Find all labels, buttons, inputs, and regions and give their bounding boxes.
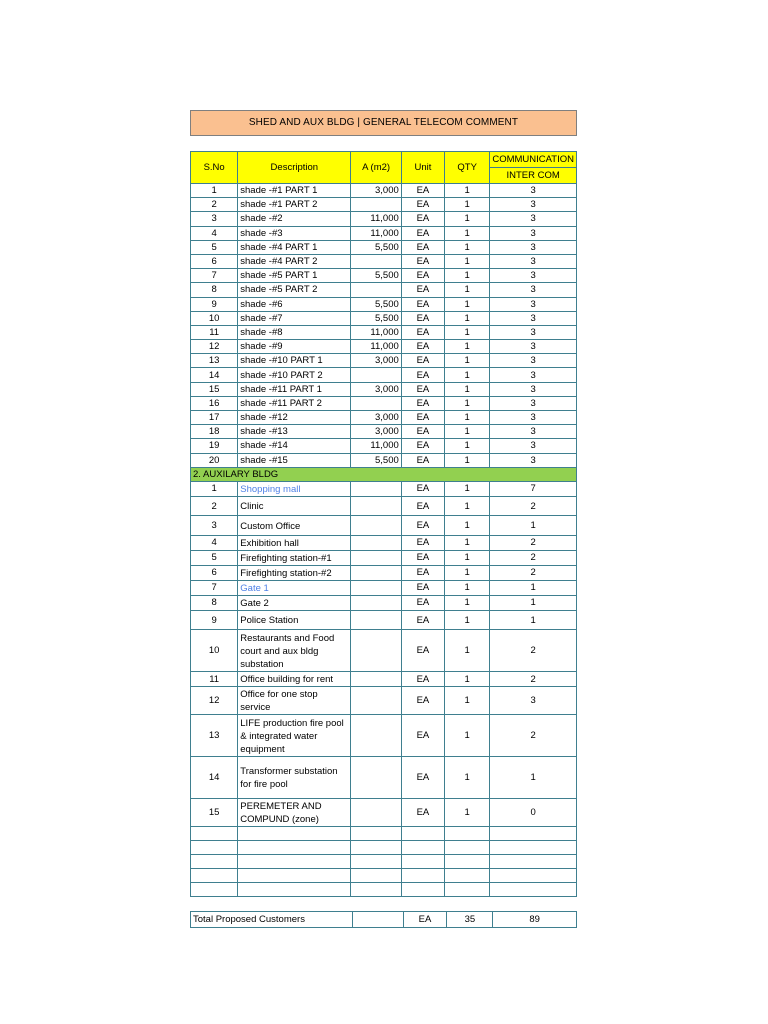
cell-unit[interactable]: EA	[401, 184, 444, 198]
cell-description[interactable]: Exhibition hall	[238, 535, 351, 550]
cell-intercom[interactable]: 3	[490, 368, 577, 382]
telecom-table	[190, 151, 577, 897]
cell-unit[interactable]: EA	[401, 212, 444, 226]
empty-cell[interactable]	[490, 869, 577, 883]
table-row	[191, 240, 577, 254]
cell-intercom[interactable]: 3	[490, 198, 577, 212]
cell-qty[interactable]: 1	[445, 565, 490, 580]
cell-description[interactable]: Clinic	[238, 496, 351, 516]
cell-area[interactable]	[351, 595, 401, 610]
cell-unit[interactable]: EA	[401, 311, 444, 325]
table-row	[191, 715, 577, 757]
cell-qty[interactable]: 1	[445, 297, 490, 311]
table-row	[191, 757, 577, 799]
cell-unit[interactable]: EA	[401, 325, 444, 339]
cell-sno[interactable]: 9	[191, 610, 238, 630]
total-row-wrap	[190, 911, 577, 928]
cell-intercom[interactable]: 2	[490, 550, 577, 565]
cell-description[interactable]: Restaurants and Food court and aux bldg substation	[238, 630, 351, 672]
empty-cell[interactable]	[490, 883, 577, 897]
cell-sno[interactable]: 2	[191, 496, 238, 516]
cell-description[interactable]: Transformer substation for fire pool	[238, 757, 351, 799]
empty-cell[interactable]	[401, 869, 444, 883]
cell-unit[interactable]: EA	[401, 481, 444, 496]
cell-area[interactable]: 5,500	[351, 297, 401, 311]
empty-cell[interactable]	[191, 869, 238, 883]
empty-cell[interactable]	[401, 827, 444, 841]
cell-description[interactable]: shade -#11 PART 2	[238, 396, 351, 410]
cell-qty[interactable]: 1	[445, 325, 490, 339]
table-row	[191, 516, 577, 536]
cell-sno[interactable]: 12	[191, 340, 238, 354]
table-row	[191, 672, 577, 687]
cell-description[interactable]: Police Station	[238, 610, 351, 630]
cell-description[interactable]: shade -#5 PART 1	[238, 269, 351, 283]
cell-qty[interactable]: 1	[445, 254, 490, 268]
cell-description[interactable]: shade -#3	[238, 226, 351, 240]
cell-sno[interactable]: 1	[191, 481, 238, 496]
cell-intercom[interactable]: 1	[490, 757, 577, 799]
cell-area[interactable]	[351, 516, 401, 536]
cell-intercom[interactable]: 3	[490, 297, 577, 311]
cell-area[interactable]	[351, 630, 401, 672]
cell-intercom[interactable]: 2	[490, 715, 577, 757]
cell-qty[interactable]: 1	[445, 715, 490, 757]
table-row	[191, 382, 577, 396]
cell-unit[interactable]: EA	[401, 354, 444, 368]
table-row	[191, 198, 577, 212]
cell-unit[interactable]: EA	[401, 799, 444, 827]
cell-sno[interactable]: 13	[191, 715, 238, 757]
total-qty[interactable]: 35	[447, 912, 493, 928]
cell-unit[interactable]: EA	[401, 550, 444, 565]
cell-qty[interactable]: 1	[445, 535, 490, 550]
cell-intercom[interactable]: 3	[490, 283, 577, 297]
cell-area[interactable]: 3,000	[351, 425, 401, 439]
cell-qty[interactable]: 1	[445, 212, 490, 226]
cell-area[interactable]	[351, 799, 401, 827]
cell-sno[interactable]: 2	[191, 198, 238, 212]
cell-unit[interactable]: EA	[401, 283, 444, 297]
cell-unit[interactable]: EA	[401, 687, 444, 715]
cell-area[interactable]	[351, 283, 401, 297]
table-row	[191, 184, 577, 198]
cell-area[interactable]: 3,000	[351, 382, 401, 396]
cell-area[interactable]	[351, 368, 401, 382]
table-row	[191, 254, 577, 268]
header-qty[interactable]: QTY	[445, 152, 490, 184]
cell-unit[interactable]: EA	[401, 240, 444, 254]
empty-cell[interactable]	[445, 841, 490, 855]
cell-sno[interactable]: 20	[191, 453, 238, 467]
table-row	[191, 687, 577, 715]
cell-description[interactable]: shade -#5 PART 2	[238, 283, 351, 297]
table-row	[191, 311, 577, 325]
cell-description[interactable]: shade -#15	[238, 453, 351, 467]
empty-cell[interactable]	[445, 883, 490, 897]
table-row	[191, 325, 577, 339]
cell-description[interactable]: Gate 1	[238, 580, 351, 595]
empty-cell[interactable]	[445, 827, 490, 841]
cell-qty[interactable]: 1	[445, 368, 490, 382]
cell-unit[interactable]: EA	[401, 269, 444, 283]
empty-cell[interactable]	[238, 827, 351, 841]
cell-sno[interactable]: 10	[191, 630, 238, 672]
cell-sno[interactable]: 10	[191, 311, 238, 325]
cell-area[interactable]	[351, 757, 401, 799]
cell-description[interactable]: shade -#4 PART 1	[238, 240, 351, 254]
cell-qty[interactable]: 1	[445, 311, 490, 325]
empty-row	[191, 869, 577, 883]
cell-unit[interactable]: EA	[401, 715, 444, 757]
table-row	[191, 425, 577, 439]
cell-area[interactable]	[351, 198, 401, 212]
header-unit[interactable]: Unit	[401, 152, 444, 184]
cell-sno[interactable]: 5	[191, 550, 238, 565]
empty-cell[interactable]	[351, 855, 401, 869]
cell-sno[interactable]: 8	[191, 595, 238, 610]
cell-description[interactable]: shade -#9	[238, 340, 351, 354]
cell-intercom[interactable]: 1	[490, 595, 577, 610]
cell-description[interactable]: Gate 2	[238, 595, 351, 610]
cell-description[interactable]: shade -#14	[238, 439, 351, 453]
cell-qty[interactable]: 1	[445, 481, 490, 496]
cell-area[interactable]: 11,000	[351, 340, 401, 354]
cell-unit[interactable]: EA	[401, 757, 444, 799]
empty-row	[191, 841, 577, 855]
empty-row	[191, 883, 577, 897]
table-row	[191, 453, 577, 467]
cell-sno[interactable]: 14	[191, 757, 238, 799]
cell-area[interactable]	[351, 580, 401, 595]
cell-unit[interactable]: EA	[401, 411, 444, 425]
cell-area[interactable]: 11,000	[351, 226, 401, 240]
cell-area[interactable]	[351, 481, 401, 496]
empty-cell[interactable]	[445, 855, 490, 869]
cell-description[interactable]: PEREMETER AND COMPUND (zone)	[238, 799, 351, 827]
cell-description[interactable]: shade -#1 PART 1	[238, 184, 351, 198]
cell-sno[interactable]: 5	[191, 240, 238, 254]
cell-sno[interactable]: 14	[191, 368, 238, 382]
cell-area[interactable]	[351, 254, 401, 268]
empty-cell[interactable]	[490, 841, 577, 855]
empty-cell[interactable]	[238, 883, 351, 897]
cell-area[interactable]	[351, 565, 401, 580]
cell-intercom[interactable]: 3	[490, 687, 577, 715]
cell-intercom[interactable]: 3	[490, 411, 577, 425]
cell-sno[interactable]: 11	[191, 325, 238, 339]
cell-description[interactable]: shade -#12	[238, 411, 351, 425]
cell-intercom[interactable]: 1	[490, 580, 577, 595]
cell-unit[interactable]: EA	[401, 226, 444, 240]
header-description[interactable]: Description	[238, 152, 351, 184]
cell-description[interactable]: shade -#7	[238, 311, 351, 325]
cell-unit[interactable]: EA	[401, 340, 444, 354]
cell-intercom[interactable]: 1	[490, 610, 577, 630]
cell-description[interactable]: shade -#10 PART 1	[238, 354, 351, 368]
cell-intercom[interactable]: 2	[490, 630, 577, 672]
cell-sno[interactable]: 15	[191, 382, 238, 396]
cell-intercom[interactable]: 2	[490, 535, 577, 550]
cell-sno[interactable]: 12	[191, 687, 238, 715]
cell-description[interactable]: shade -#11 PART 1	[238, 382, 351, 396]
table-row	[191, 226, 577, 240]
cell-intercom[interactable]: 3	[490, 354, 577, 368]
table-row	[191, 481, 577, 496]
cell-qty[interactable]: 1	[445, 226, 490, 240]
cell-unit[interactable]: EA	[401, 672, 444, 687]
cell-sno[interactable]: 11	[191, 672, 238, 687]
table-row	[191, 340, 577, 354]
cell-qty[interactable]: 1	[445, 354, 490, 368]
cell-description[interactable]: Office building for rent	[238, 672, 351, 687]
cell-unit[interactable]: EA	[401, 516, 444, 536]
table-row	[191, 411, 577, 425]
empty-cell[interactable]	[351, 827, 401, 841]
empty-cell[interactable]	[401, 841, 444, 855]
cell-area[interactable]: 11,000	[351, 439, 401, 453]
cell-sno[interactable]: 16	[191, 396, 238, 410]
cell-qty[interactable]: 1	[445, 198, 490, 212]
empty-row	[191, 855, 577, 869]
table-row	[191, 212, 577, 226]
cell-area[interactable]	[351, 396, 401, 410]
table-row	[191, 565, 577, 580]
cell-area[interactable]	[351, 715, 401, 757]
cell-area[interactable]	[351, 550, 401, 565]
cell-qty[interactable]: 1	[445, 516, 490, 536]
cell-qty[interactable]: 1	[445, 411, 490, 425]
cell-sno[interactable]: 7	[191, 269, 238, 283]
cell-unit[interactable]: EA	[401, 297, 444, 311]
table-row	[191, 439, 577, 453]
cell-qty[interactable]: 1	[445, 439, 490, 453]
table-row	[191, 610, 577, 630]
table-row	[191, 595, 577, 610]
cell-sno[interactable]: 3	[191, 212, 238, 226]
table-row	[191, 496, 577, 516]
empty-cell[interactable]	[238, 855, 351, 869]
cell-sno[interactable]: 7	[191, 580, 238, 595]
cell-intercom[interactable]: 3	[490, 340, 577, 354]
cell-description[interactable]: Firefighting station-#1	[238, 550, 351, 565]
cell-description[interactable]: Office for one stop service	[238, 687, 351, 715]
empty-cell[interactable]	[191, 841, 238, 855]
empty-cell[interactable]	[191, 827, 238, 841]
cell-unit[interactable]: EA	[401, 439, 444, 453]
table-row	[191, 535, 577, 550]
header-communication[interactable]: COMMUNICATION	[490, 152, 577, 168]
total-table	[190, 911, 577, 928]
cell-unit[interactable]: EA	[401, 580, 444, 595]
section-row-auxilary	[191, 467, 577, 481]
cell-intercom[interactable]: 3	[490, 425, 577, 439]
cell-area[interactable]	[351, 687, 401, 715]
cell-sno[interactable]: 17	[191, 411, 238, 425]
cell-sno[interactable]: 1	[191, 184, 238, 198]
cell-unit[interactable]: EA	[401, 610, 444, 630]
table-row	[191, 368, 577, 382]
cell-qty[interactable]: 1	[445, 757, 490, 799]
cell-unit[interactable]: EA	[401, 198, 444, 212]
cell-description[interactable]: LIFE production fire pool & integrated water equipment	[238, 715, 351, 757]
cell-sno[interactable]: 19	[191, 439, 238, 453]
header-sno[interactable]: S.No	[191, 152, 238, 184]
sheet-title: SHED AND AUX BLDG | GENERAL TELECOM COMMENT	[190, 110, 577, 136]
cell-intercom[interactable]: 3	[490, 453, 577, 467]
table-row	[191, 283, 577, 297]
empty-row	[191, 827, 577, 841]
cell-qty[interactable]: 1	[445, 630, 490, 672]
cell-area[interactable]	[351, 535, 401, 550]
cell-unit[interactable]: EA	[401, 595, 444, 610]
cell-area[interactable]: 3,000	[351, 184, 401, 198]
empty-cell[interactable]	[191, 883, 238, 897]
table-row	[191, 354, 577, 368]
empty-cell[interactable]	[401, 883, 444, 897]
cell-intercom[interactable]: 3	[490, 226, 577, 240]
table-row	[191, 550, 577, 565]
table-row	[191, 630, 577, 672]
empty-cell[interactable]	[490, 855, 577, 869]
cell-area[interactable]: 5,500	[351, 453, 401, 467]
cell-unit[interactable]: EA	[401, 396, 444, 410]
total-unit[interactable]: EA	[403, 912, 447, 928]
header-area[interactable]: A (m2)	[351, 152, 401, 184]
cell-unit[interactable]: EA	[401, 425, 444, 439]
cell-sno[interactable]: 15	[191, 799, 238, 827]
cell-qty[interactable]: 1	[445, 184, 490, 198]
empty-cell[interactable]	[191, 855, 238, 869]
cell-unit[interactable]: EA	[401, 630, 444, 672]
cell-qty[interactable]: 1	[445, 610, 490, 630]
cell-intercom[interactable]: 2	[490, 565, 577, 580]
cell-unit[interactable]: EA	[401, 382, 444, 396]
empty-cell[interactable]	[238, 841, 351, 855]
cell-area[interactable]: 3,000	[351, 411, 401, 425]
cell-qty[interactable]: 1	[445, 550, 490, 565]
cell-intercom[interactable]: 3	[490, 184, 577, 198]
cell-intercom[interactable]: 3	[490, 269, 577, 283]
cell-qty[interactable]: 1	[445, 672, 490, 687]
data-grid	[190, 151, 577, 897]
cell-intercom[interactable]: 2	[490, 496, 577, 516]
cell-intercom[interactable]: 3	[490, 212, 577, 226]
cell-intercom[interactable]: 1	[490, 516, 577, 536]
cell-qty[interactable]: 1	[445, 269, 490, 283]
cell-intercom[interactable]: 3	[490, 439, 577, 453]
cell-unit[interactable]: EA	[401, 368, 444, 382]
cell-description[interactable]: shade -#10 PART 2	[238, 368, 351, 382]
cell-sno[interactable]: 6	[191, 565, 238, 580]
cell-description[interactable]: shade -#6	[238, 297, 351, 311]
cell-area[interactable]	[351, 610, 401, 630]
cell-sno[interactable]: 8	[191, 283, 238, 297]
cell-qty[interactable]: 1	[445, 425, 490, 439]
table-row	[191, 580, 577, 595]
cell-unit[interactable]: EA	[401, 565, 444, 580]
cell-qty[interactable]: 1	[445, 496, 490, 516]
cell-description[interactable]: Firefighting station-#2	[238, 565, 351, 580]
cell-description[interactable]: Shopping mall	[238, 481, 351, 496]
cell-sno[interactable]: 9	[191, 297, 238, 311]
cell-qty[interactable]: 1	[445, 580, 490, 595]
cell-area[interactable]: 5,500	[351, 311, 401, 325]
cell-intercom[interactable]: 3	[490, 325, 577, 339]
cell-qty[interactable]: 1	[445, 396, 490, 410]
empty-cell[interactable]	[401, 855, 444, 869]
empty-cell[interactable]	[351, 883, 401, 897]
cell-sno[interactable]: 3	[191, 516, 238, 536]
total-label[interactable]: Total Proposed Customers	[191, 912, 353, 928]
cell-qty[interactable]: 1	[445, 799, 490, 827]
cell-area[interactable]: 11,000	[351, 212, 401, 226]
cell-sno[interactable]: 4	[191, 226, 238, 240]
empty-cell[interactable]	[351, 869, 401, 883]
header-intercom[interactable]: INTER COM	[490, 168, 577, 184]
cell-description[interactable]: shade -#8	[238, 325, 351, 339]
cell-qty[interactable]: 1	[445, 453, 490, 467]
cell-intercom[interactable]: 3	[490, 311, 577, 325]
total-intercom[interactable]: 89	[493, 912, 577, 928]
cell-qty[interactable]: 1	[445, 382, 490, 396]
cell-description[interactable]: Custom Office	[238, 516, 351, 536]
cell-intercom[interactable]: 3	[490, 254, 577, 268]
cell-area[interactable]: 5,500	[351, 269, 401, 283]
cell-intercom[interactable]: 0	[490, 799, 577, 827]
cell-description[interactable]: shade -#1 PART 2	[238, 198, 351, 212]
table-row	[191, 297, 577, 311]
cell-intercom[interactable]: 3	[490, 382, 577, 396]
empty-cell[interactable]	[351, 841, 401, 855]
empty-cell[interactable]	[445, 869, 490, 883]
cell-unit[interactable]: EA	[401, 535, 444, 550]
cell-area[interactable]: 5,500	[351, 240, 401, 254]
cell-unit[interactable]: EA	[401, 496, 444, 516]
cell-unit[interactable]: EA	[401, 254, 444, 268]
empty-cell[interactable]	[490, 827, 577, 841]
cell-qty[interactable]: 1	[445, 687, 490, 715]
cell-unit[interactable]: EA	[401, 453, 444, 467]
table-row	[191, 396, 577, 410]
cell-sno[interactable]: 4	[191, 535, 238, 550]
cell-qty[interactable]: 1	[445, 283, 490, 297]
cell-qty[interactable]: 1	[445, 595, 490, 610]
cell-area[interactable]: 3,000	[351, 354, 401, 368]
cell-intercom[interactable]: 2	[490, 672, 577, 687]
cell-intercom[interactable]: 3	[490, 396, 577, 410]
cell-area[interactable]	[351, 496, 401, 516]
cell-area[interactable]: 11,000	[351, 325, 401, 339]
section-label[interactable]: 2. AUXILARY BLDG	[191, 467, 577, 481]
empty-cell[interactable]	[238, 869, 351, 883]
cell-sno[interactable]: 13	[191, 354, 238, 368]
cell-description[interactable]: shade -#2	[238, 212, 351, 226]
cell-description[interactable]: shade -#13	[238, 425, 351, 439]
cell-qty[interactable]: 1	[445, 340, 490, 354]
cell-area[interactable]	[351, 672, 401, 687]
total-area[interactable]	[352, 912, 403, 928]
table-row	[191, 799, 577, 827]
cell-sno[interactable]: 18	[191, 425, 238, 439]
cell-intercom[interactable]: 3	[490, 240, 577, 254]
cell-qty[interactable]: 1	[445, 240, 490, 254]
table-row	[191, 269, 577, 283]
cell-sno[interactable]: 6	[191, 254, 238, 268]
cell-intercom[interactable]: 7	[490, 481, 577, 496]
cell-description[interactable]: shade -#4 PART 2	[238, 254, 351, 268]
